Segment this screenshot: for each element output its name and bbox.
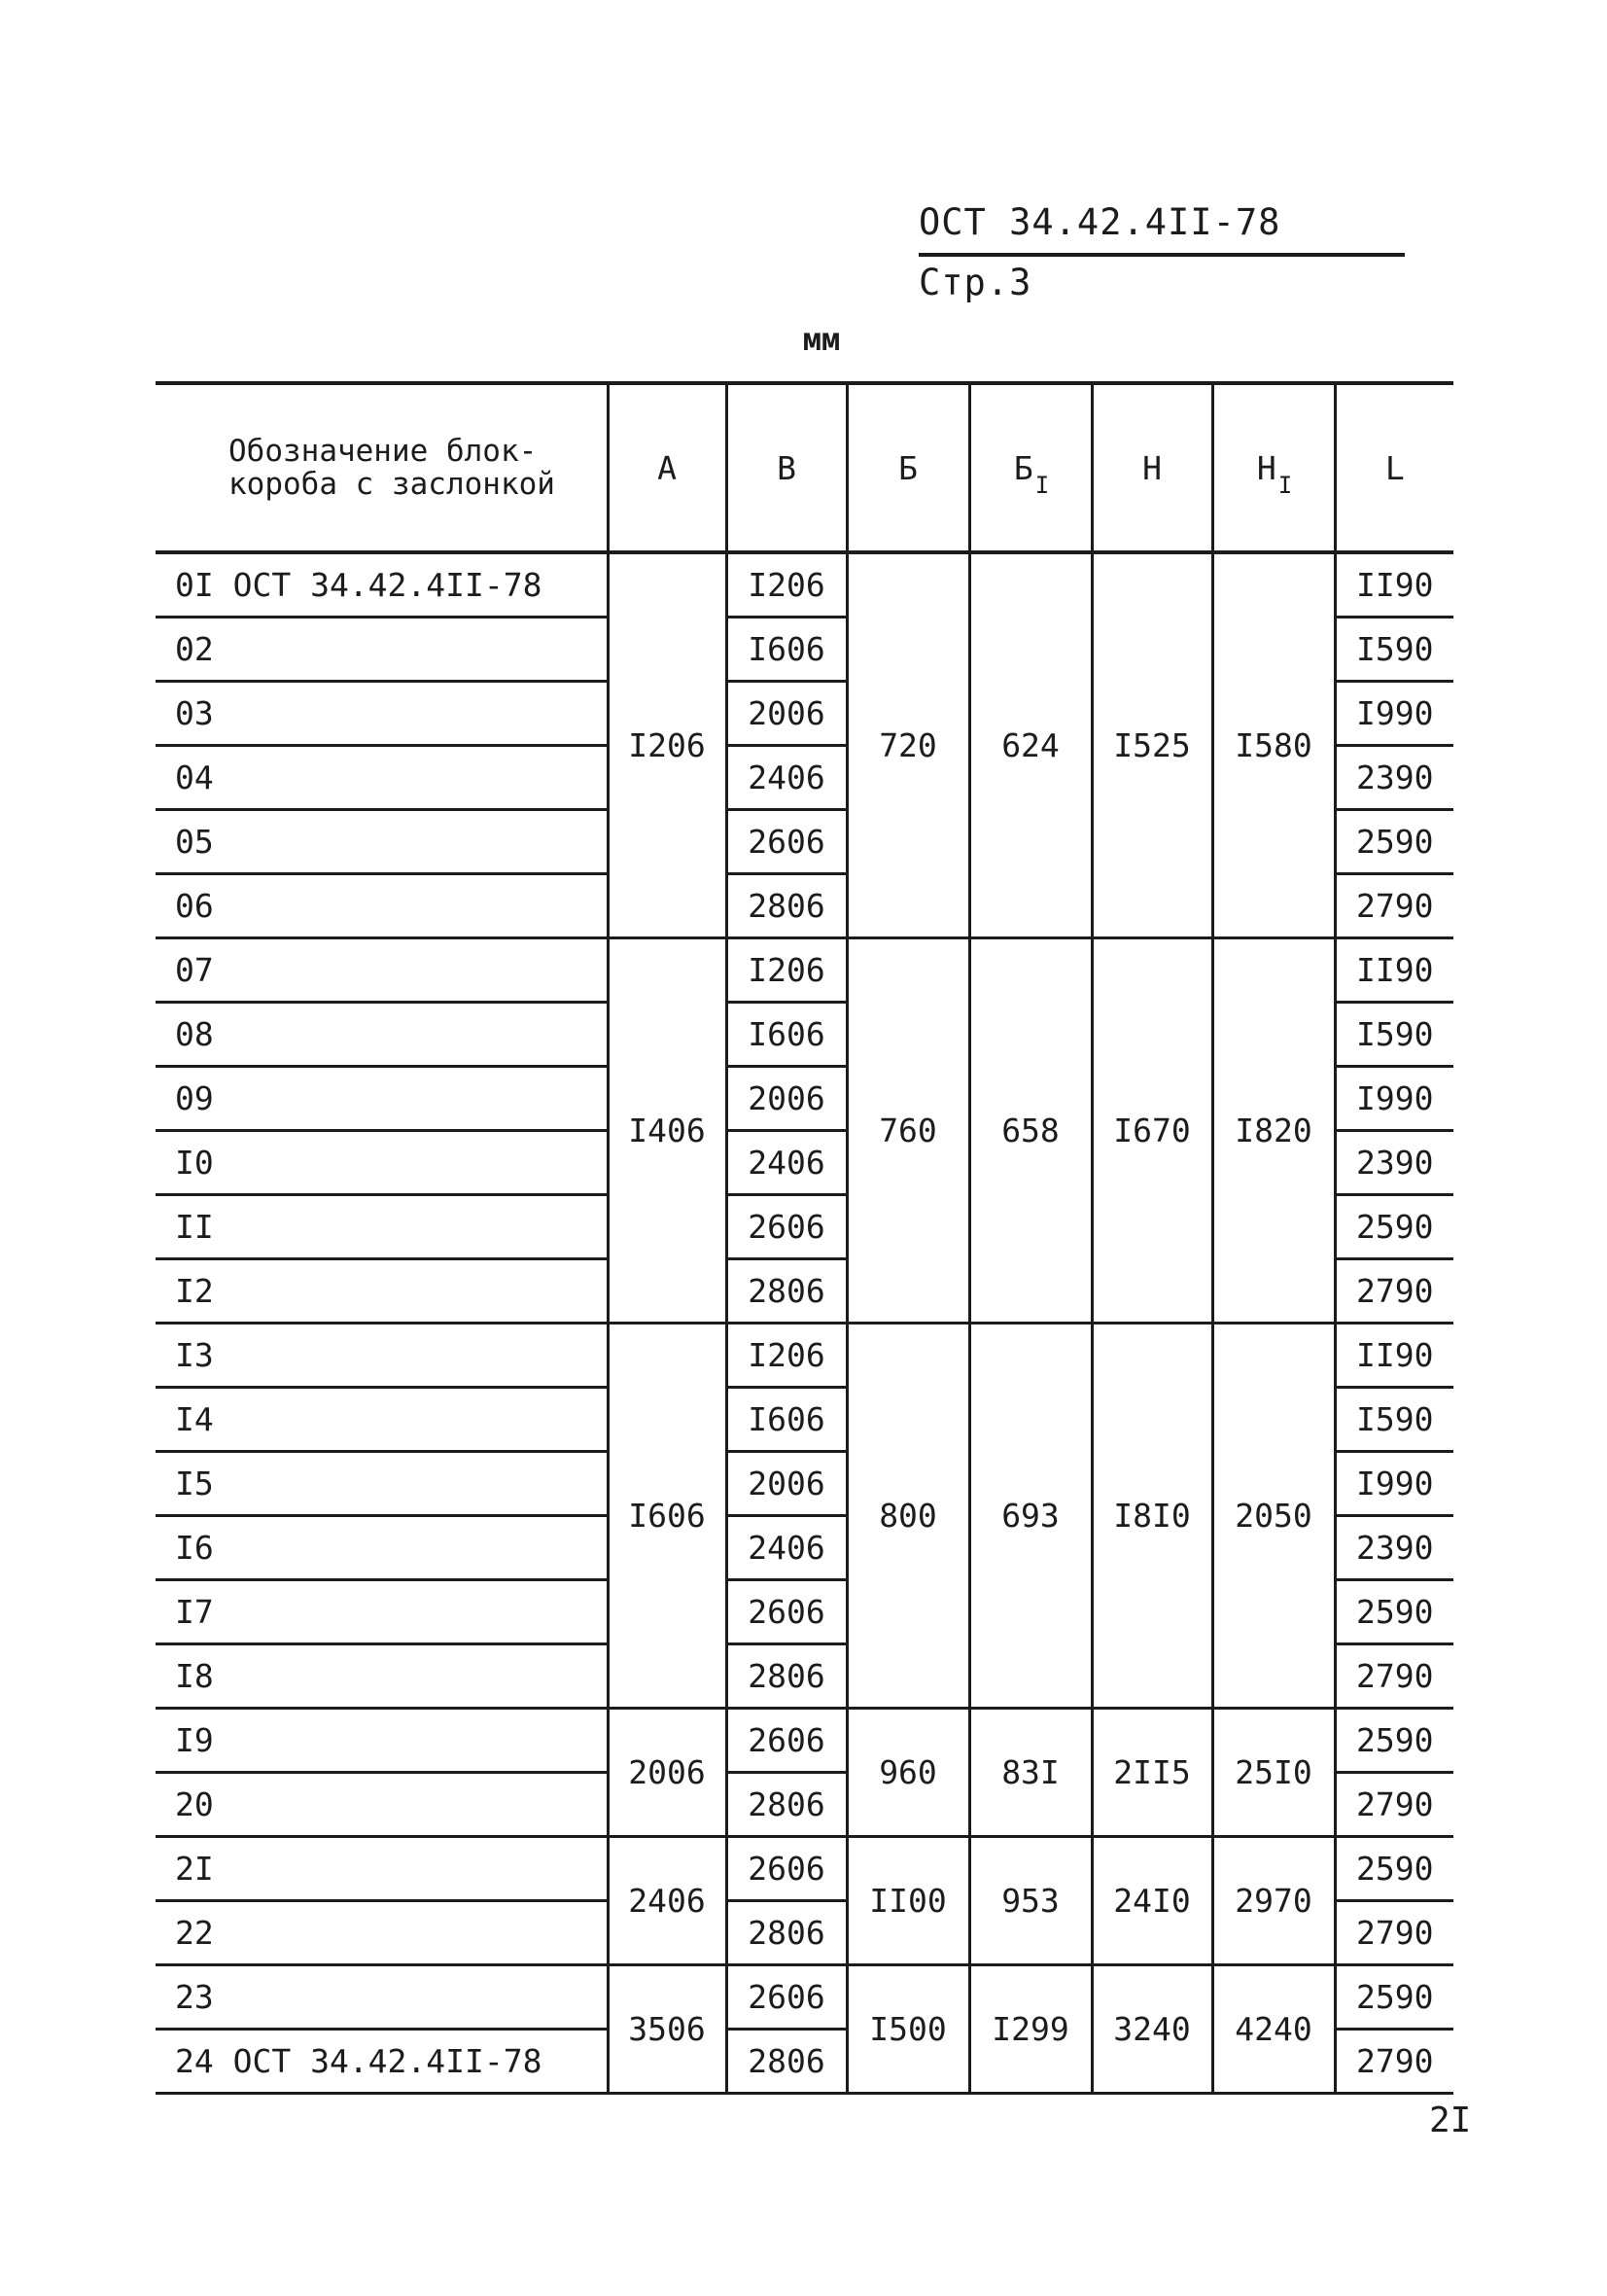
header-h1-subscript: I <box>1277 471 1293 499</box>
cell-h: 2II5 <box>1092 1709 1212 1837</box>
cell-designation: I5 <box>156 1452 608 1516</box>
cell-b: 2606 <box>726 1580 847 1644</box>
header-be1 <box>969 383 1092 552</box>
cell-b: 2806 <box>726 1773 847 1837</box>
cell-b: 2606 <box>726 1195 847 1259</box>
cell-l: 2790 <box>1335 874 1453 938</box>
cell-be1: 658 <box>969 938 1092 1324</box>
header-h: Н <box>1092 383 1212 552</box>
table-row <box>156 1965 1453 2030</box>
cell-l: II90 <box>1335 1324 1453 1388</box>
header-h1 <box>1212 383 1335 552</box>
cell-designation: I4 <box>156 1388 608 1452</box>
cell-b: 2006 <box>726 682 847 746</box>
cell-designation: 23 <box>156 1965 608 2030</box>
cell-l: 2590 <box>1335 1709 1453 1773</box>
cell-l: 2390 <box>1335 746 1453 810</box>
cell-a: 2006 <box>608 1709 726 1837</box>
header-b-latin: В <box>726 383 847 552</box>
cell-h1: 2970 <box>1212 1837 1335 1965</box>
cell-l: II90 <box>1335 938 1453 1003</box>
cell-designation: I2 <box>156 1259 608 1324</box>
cell-l: I990 <box>1335 682 1453 746</box>
cell-h1: I580 <box>1212 552 1335 938</box>
cell-be1: 624 <box>969 552 1092 938</box>
cell-l: I590 <box>1335 1003 1453 1067</box>
cell-a: 2406 <box>608 1837 726 1965</box>
cell-l: I590 <box>1335 618 1453 682</box>
cell-be1: 693 <box>969 1324 1092 1709</box>
cell-l: 2790 <box>1335 1773 1453 1837</box>
cell-designation: 22 <box>156 1901 608 1965</box>
header-be: Б <box>847 383 969 552</box>
cell-b: I206 <box>726 1324 847 1388</box>
cell-be1: I299 <box>969 1965 1092 2094</box>
cell-designation: 24 ОСТ 34.42.4II-78 <box>156 2030 608 2094</box>
header-h1-label: Н <box>1256 448 1276 487</box>
cell-b: 2606 <box>726 810 847 874</box>
cell-designation: I8 <box>156 1644 608 1709</box>
cell-designation: 0I ОСТ 34.42.4II-78 <box>156 552 608 618</box>
cell-l: II90 <box>1335 552 1453 618</box>
cell-be: 960 <box>847 1709 969 1837</box>
cell-b: 2806 <box>726 874 847 938</box>
cell-designation: 2I <box>156 1837 608 1901</box>
cell-h: I525 <box>1092 552 1212 938</box>
cell-b: 2406 <box>726 746 847 810</box>
cell-designation: 08 <box>156 1003 608 1067</box>
header-a: А <box>608 383 726 552</box>
cell-a: I606 <box>608 1324 726 1709</box>
cell-be1: 83I <box>969 1709 1092 1837</box>
cell-b: 2806 <box>726 2030 847 2094</box>
cell-be: I500 <box>847 1965 969 2094</box>
header-be1-subscript: I <box>1034 471 1050 499</box>
document-code-header: ОСТ 34.42.4II-78 Стр.3 <box>919 193 1405 257</box>
cell-l: 2790 <box>1335 1644 1453 1709</box>
cell-b: 2606 <box>726 1837 847 1901</box>
cell-l: 2590 <box>1335 1965 1453 2030</box>
cell-be: 760 <box>847 938 969 1324</box>
cell-l: 2790 <box>1335 2030 1453 2094</box>
cell-b: 2806 <box>726 1259 847 1324</box>
table-row <box>156 1837 1453 1901</box>
cell-h1: 2050 <box>1212 1324 1335 1709</box>
cell-a: I206 <box>608 552 726 938</box>
cell-be1: 953 <box>969 1837 1092 1965</box>
cell-h1: I820 <box>1212 938 1335 1324</box>
cell-b: 2406 <box>726 1516 847 1580</box>
cell-l: 2790 <box>1335 1901 1453 1965</box>
table-row <box>156 938 1453 1003</box>
cell-b: 2806 <box>726 1644 847 1709</box>
cell-b: 2606 <box>726 1709 847 1773</box>
cell-designation: I6 <box>156 1516 608 1580</box>
cell-designation: I0 <box>156 1131 608 1195</box>
cell-a: 3506 <box>608 1965 726 2094</box>
header-l: L <box>1335 383 1453 552</box>
cell-b: 2406 <box>726 1131 847 1195</box>
cell-be: II00 <box>847 1837 969 1965</box>
cell-b: 2606 <box>726 1965 847 2030</box>
cell-designation: I9 <box>156 1709 608 1773</box>
cell-designation: I7 <box>156 1580 608 1644</box>
cell-l: 2390 <box>1335 1516 1453 1580</box>
cell-b: I606 <box>726 1003 847 1067</box>
header-designation: Обозначение блок-короба с заслонкой <box>156 383 608 552</box>
cell-h: I670 <box>1092 938 1212 1324</box>
table-row <box>156 1324 1453 1388</box>
cell-designation: 09 <box>156 1067 608 1131</box>
cell-h: 24I0 <box>1092 1837 1212 1965</box>
cell-b: I206 <box>726 938 847 1003</box>
cell-l: 2390 <box>1335 1131 1453 1195</box>
header-be1-label: Б <box>1013 448 1033 487</box>
cell-h1: 4240 <box>1212 1965 1335 2094</box>
cell-be: 720 <box>847 552 969 938</box>
cell-designation: 05 <box>156 810 608 874</box>
cell-b: 2806 <box>726 1901 847 1965</box>
cell-l: 2590 <box>1335 1837 1453 1901</box>
cell-l: I590 <box>1335 1388 1453 1452</box>
cell-designation: 06 <box>156 874 608 938</box>
cell-be: 800 <box>847 1324 969 1709</box>
table-row <box>156 552 1453 618</box>
cell-designation: 20 <box>156 1773 608 1837</box>
cell-l: I990 <box>1335 1452 1453 1516</box>
table-body <box>156 552 1453 2094</box>
cell-designation: 02 <box>156 618 608 682</box>
table-row <box>156 1709 1453 1773</box>
cell-designation: II <box>156 1195 608 1259</box>
cell-l: 2590 <box>1335 810 1453 874</box>
cell-b: 2006 <box>726 1067 847 1131</box>
units-label: мм <box>802 321 841 358</box>
dimensions-table <box>156 381 1453 2095</box>
cell-h: 3240 <box>1092 1965 1212 2094</box>
cell-designation: 04 <box>156 746 608 810</box>
cell-h1: 25I0 <box>1212 1709 1335 1837</box>
cell-b: I206 <box>726 552 847 618</box>
cell-l: 2590 <box>1335 1580 1453 1644</box>
table-header-row <box>156 383 1453 552</box>
cell-l: 2790 <box>1335 1259 1453 1324</box>
cell-b: 2006 <box>726 1452 847 1516</box>
cell-designation: 07 <box>156 938 608 1003</box>
cell-l: 2590 <box>1335 1195 1453 1259</box>
cell-designation: 03 <box>156 682 608 746</box>
cell-a: I406 <box>608 938 726 1324</box>
cell-b: I606 <box>726 618 847 682</box>
cell-h: I8I0 <box>1092 1324 1212 1709</box>
cell-b: I606 <box>726 1388 847 1452</box>
cell-l: I990 <box>1335 1067 1453 1131</box>
page-number: 2I <box>1429 2101 1472 2140</box>
cell-designation: I3 <box>156 1324 608 1388</box>
